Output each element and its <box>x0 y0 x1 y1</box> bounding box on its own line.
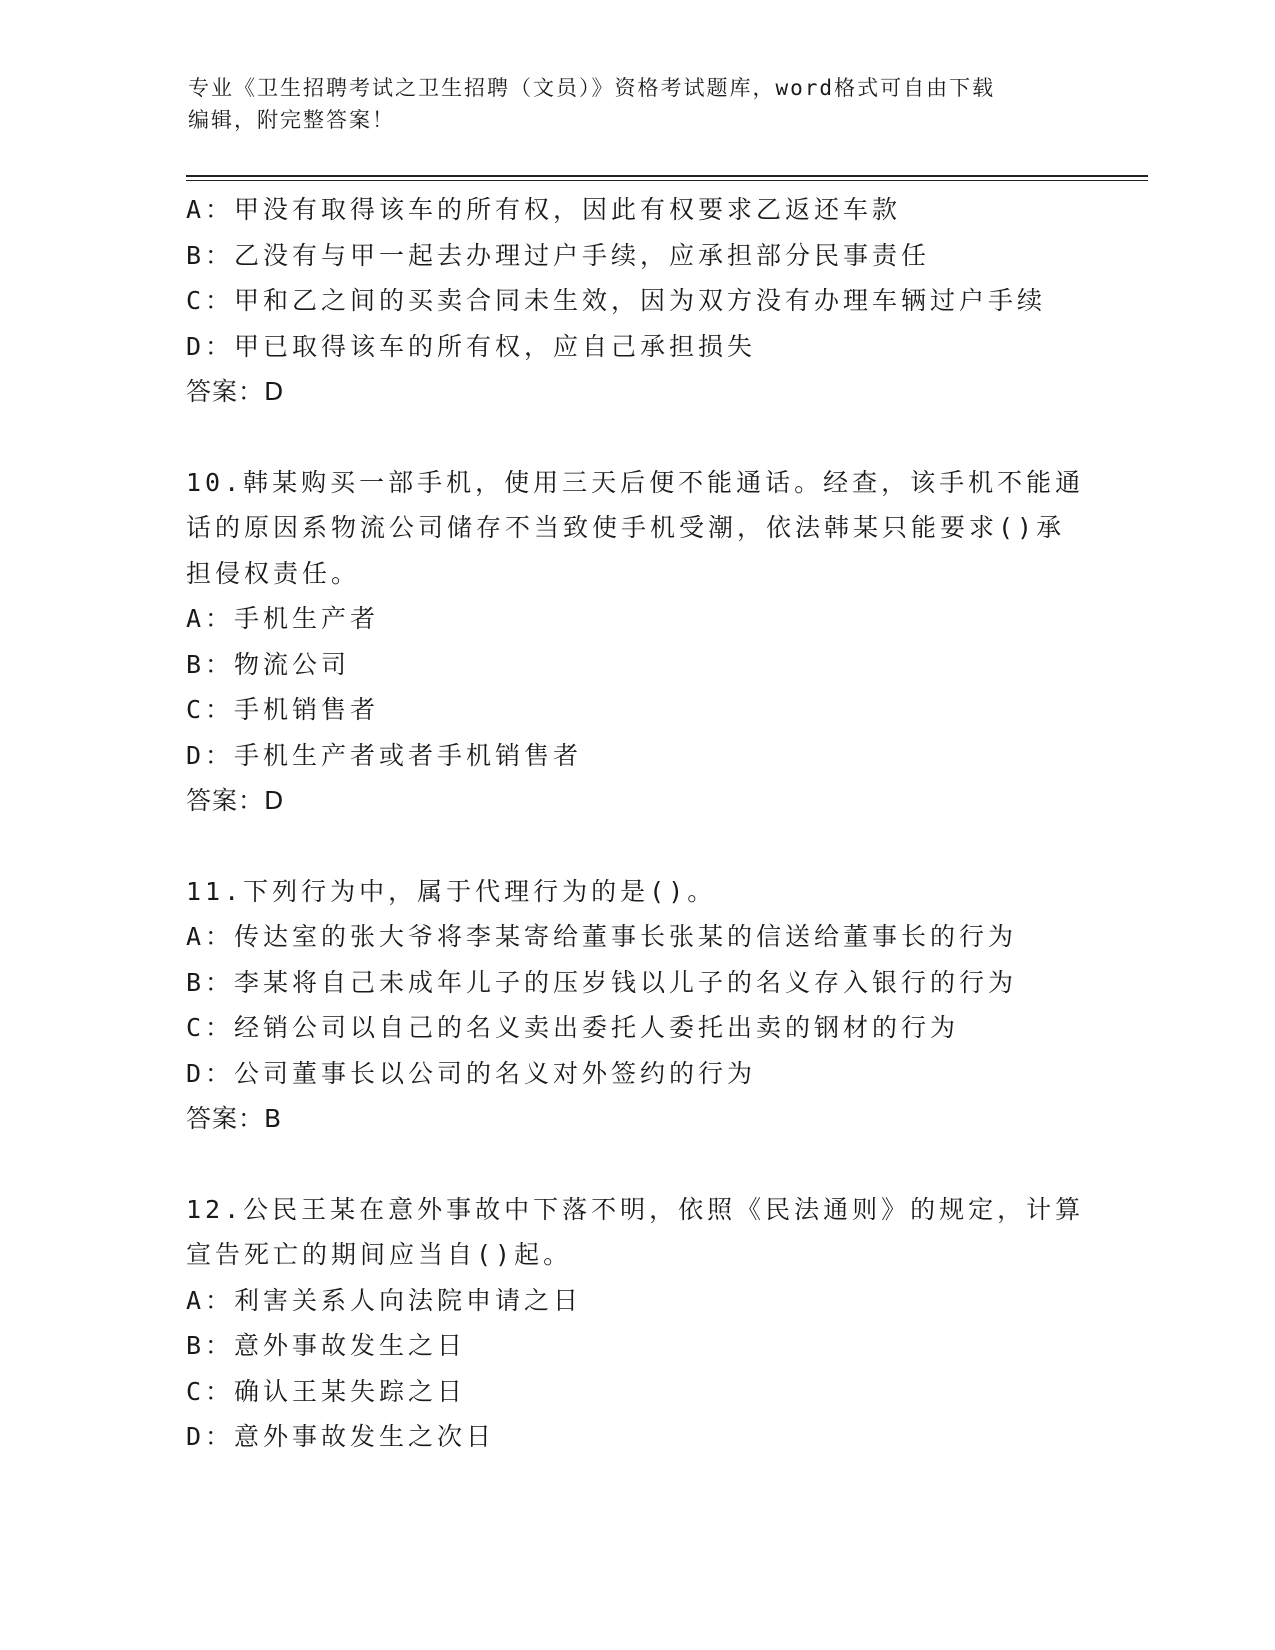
answer-line: 答案：D <box>186 377 285 406</box>
option-b: B：意外事故发生之日 <box>186 1331 467 1360</box>
question-stem-line: 宣告死亡的期间应当自()起。 <box>186 1240 573 1269</box>
option-d: D：公司董事长以公司的名义对外签约的行为 <box>186 1058 757 1088</box>
option-a: A：甲没有取得该车的所有权，因此有权要求乙返还车款 <box>186 195 902 224</box>
question-10 <box>186 460 1086 824</box>
option-a: A：传达室的张大爷将李某寄给董事长张某的信送给董事长的行为 <box>186 922 1018 951</box>
question-12 <box>186 1187 1086 1460</box>
question-spacer <box>186 415 1086 460</box>
question-stem-line: 12.公民王某在意外事故中下落不明，依照《民法通则》的规定，计算 <box>186 1194 1085 1224</box>
question-stem-line: 11.下列行为中，属于代理行为的是()。 <box>186 876 717 906</box>
header-line-2: 编辑，附完整答案！ <box>188 108 395 132</box>
question-list <box>186 187 1086 1460</box>
question-spacer <box>186 824 1086 869</box>
option-a: A：利害关系人向法院申请之日 <box>186 1285 583 1315</box>
option-d: D：意外事故发生之次日 <box>186 1422 496 1451</box>
answer-line: 答案：D <box>186 786 285 815</box>
question-stem-line: 担侵权责任。 <box>186 558 361 588</box>
answer-line: 答案：B <box>186 1104 283 1133</box>
option-b: B：李某将自己未成年儿子的压岁钱以儿子的名义存入银行的行为 <box>186 967 1018 997</box>
question-stem-line: 话的原因系物流公司储存不当致使手机受潮，依法韩某只能要求()承 <box>186 513 1066 542</box>
option-c: C：经销公司以自己的名义卖出委托人委托出卖的钢材的行为 <box>186 1013 960 1042</box>
option-b: B：物流公司 <box>186 649 351 679</box>
option-d: D：手机生产者或者手机销售者 <box>186 740 583 770</box>
question-9 <box>186 187 1086 415</box>
option-a: A：手机生产者 <box>186 604 380 633</box>
document-header <box>188 72 1088 136</box>
option-d: D：甲已取得该车的所有权，应自己承担损失 <box>186 331 757 361</box>
option-c: C：手机销售者 <box>186 695 380 724</box>
header-divider-thick <box>186 175 1148 177</box>
question-stem-line: 10.韩某购买一部手机，使用三天后便不能通话。经查，该手机不能通 <box>186 467 1085 497</box>
option-c: C：甲和乙之间的买卖合同未生效，因为双方没有办理车辆过户手续 <box>186 286 1047 315</box>
question-11 <box>186 869 1086 1142</box>
header-divider-thin <box>186 180 1148 181</box>
header-line-1: 专业《卫生招聘考试之卫生招聘（文员）》资格考试题库，word格式可自由下载 <box>188 76 996 100</box>
option-b: B：乙没有与甲一起去办理过户手续，应承担部分民事责任 <box>186 240 931 270</box>
question-spacer <box>186 1142 1086 1187</box>
option-c: C：确认王某失踪之日 <box>186 1376 467 1406</box>
